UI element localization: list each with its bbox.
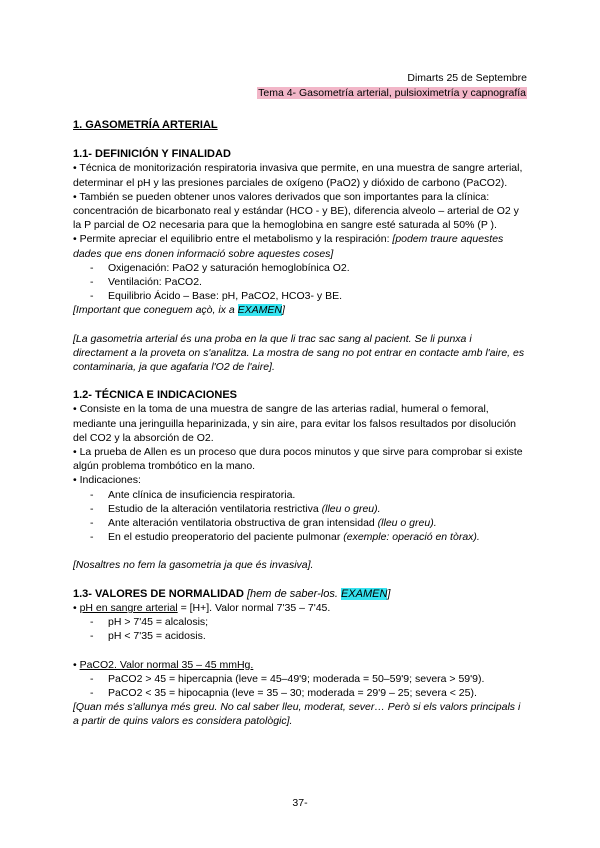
- paragraph: [73, 232, 529, 260]
- subsection-heading-1-3: 1.3- VALORES DE NORMALIDAD [hem de saber-los. EXAMEN]: [73, 587, 391, 600]
- header-topic: Tema 4- Gasometría arterial, pulsioximetría y capnografía: [258, 87, 526, 99]
- list-item: - pH < 7'35 = acidosis.: [73, 629, 529, 643]
- paragraph: • Consiste en la toma de una muestra de sangre de las arterias radial, humeral o femoral, mediante una jeringuilla heparinizada, y sin aire, para evitar los falsos resultados por disolución del CO2 y la absorción de O2.: [73, 403, 516, 444]
- paragraph-text: • Permite apreciar el equilibrio entre el metabolismo y la respiración:: [73, 233, 393, 246]
- section-title: 1. GASOMETRÍA ARTERIAL: [73, 119, 218, 131]
- paragraph: • Técnica de monitorización respiratoria invasiva que permite, en una muestra de sangre arterial, determinar el pH y las presiones parciales de oxígeno (PaO2) y dióxido de carbono (PaCO2).: [73, 162, 523, 189]
- list-item: - Ante alteración ventilatoria obstructiva de gran intensidad (lleu o greu).: [73, 516, 529, 530]
- annotation: [La gasometria arterial és una proba en la que li trac sac sang al pacient. Se li punxa i directament a la proveta on s'analitza. La mostra de sang no pot entrar en contacte amb l'aire, es contaminaria, ja que agafaria l'O2 de l'aire].: [73, 332, 525, 374]
- list-item: - Ante clínica de insuficiencia respiratoria.: [73, 488, 529, 502]
- list-item: - Oxigenación: PaO2 y saturación hemoglobínica O2.: [73, 261, 529, 275]
- paragraph: • PaCO2. Valor normal 35 – 45 mmHg.: [73, 658, 254, 671]
- annotation: [podem traure aquestes dades que ens donen informació sobre aquestes coses]: [73, 233, 504, 260]
- list-item: - Estudio de la alteración ventilatoria restrictiva (lleu o greu).: [73, 502, 529, 516]
- header-date: Dimarts 25 de Septembre: [407, 72, 527, 84]
- paragraph: • Indicaciones:: [73, 474, 141, 487]
- paragraph: • pH en sangre arterial = [H+]. Valor normal 7'35 – 7'45.: [73, 601, 331, 614]
- subsection-heading-1-2: 1.2- TÉCNICA E INDICACIONES: [73, 389, 238, 402]
- paragraph: • La prueba de Allen es un proceso que dura pocos minutos y que sirve para comprobar si existe algún problema trombótico en la mano.: [73, 446, 523, 473]
- subsection-heading-1-1: 1.1- DEFINICIÓN Y FINALIDAD: [73, 148, 231, 161]
- list-item: - Equilibrio Ácido – Base: pH, PaCO2, HCO3- y BE.: [73, 289, 529, 303]
- annotation: [Important que coneguem açò, ix a EXAMEN]: [73, 304, 285, 317]
- exam-highlight: EXAMEN: [237, 304, 282, 317]
- list-item: - En el estudio preoperatorio del paciente pulmonar (exemple: operació en tòrax).: [73, 530, 529, 544]
- document-body: [73, 118, 529, 729]
- annotation: [Quan més s'allunya més greu. No cal saber lleu, moderat, sever… Però si els valors principals i a partir de quins valors es considera patològic].: [73, 701, 521, 728]
- annotation: [Nosaltres no fem la gasometria ja que és invasiva].: [73, 559, 314, 572]
- paragraph: • También se pueden obtener unos valores derivados que son importantes para la clínica: concentración de bicarbonato real y estándar (HCO - y BE), diferencia alveolo – arterial de O2 y la P parcial de O2 necesaria para que la hemoglobina en sangre esté saturada al 50% (P ).: [73, 190, 519, 232]
- list-item: - PaCO2 < 35 = hipocapnia (leve = 35 – 30; moderada = 29'9 – 25; severa < 25).: [73, 686, 529, 700]
- list-item: - Ventilación: PaCO2.: [73, 275, 529, 289]
- page-number: 37-: [292, 797, 308, 809]
- exam-highlight: EXAMEN: [340, 587, 388, 600]
- list-item: - pH > 7'45 = alcalosis;: [73, 615, 529, 629]
- list-item: - PaCO2 > 45 = hipercapnia (leve = 45–49'9; moderada = 50–59'9; severa > 59'9).: [73, 672, 529, 686]
